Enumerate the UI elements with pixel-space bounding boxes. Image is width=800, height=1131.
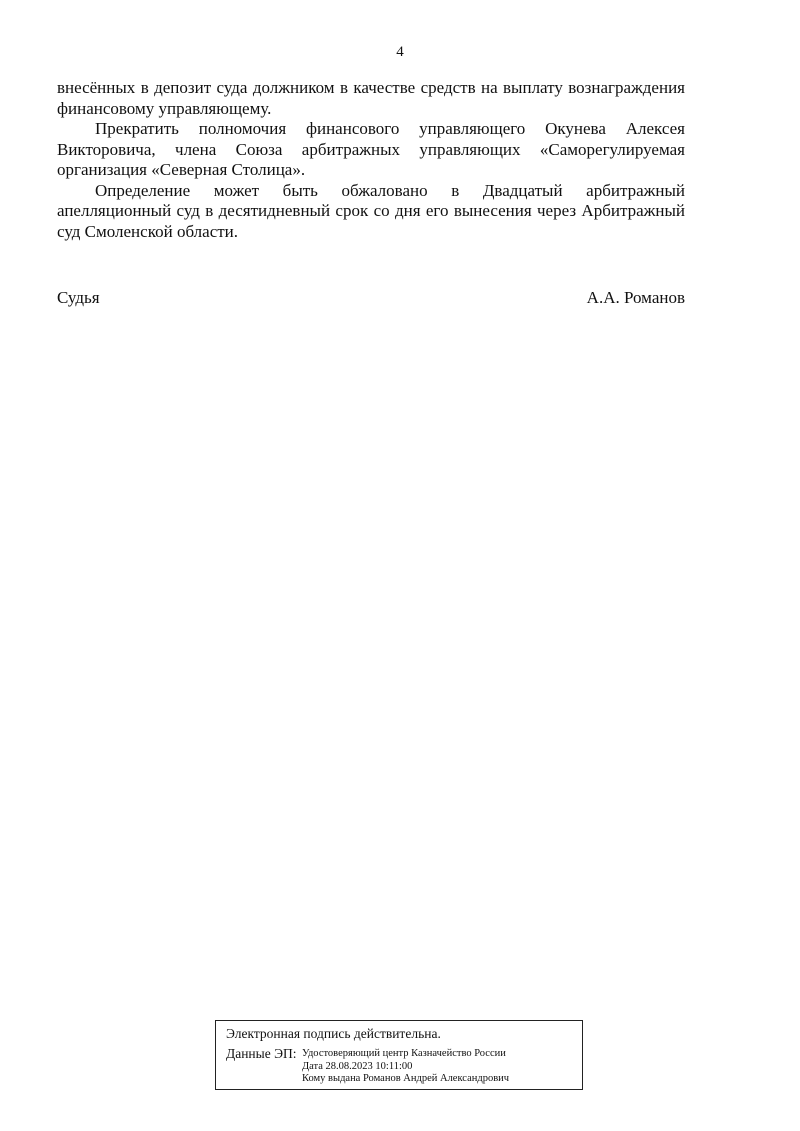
paragraph-continuation: внесённых в депозит суда должником в качестве средств на выплату вознаграждения финансовому управляющему. bbox=[57, 78, 685, 118]
certificate-holder: Кому выдана Романов Андрей Александрович bbox=[302, 1073, 510, 1084]
signature-data-label: Данные ЭП: bbox=[226, 1046, 297, 1061]
certificate-center: Удостоверяющий центр Казначейство России bbox=[302, 1048, 506, 1059]
signature-details bbox=[302, 1046, 509, 1086]
signature-data bbox=[226, 1046, 572, 1086]
electronic-signature-stamp bbox=[215, 1020, 583, 1090]
paragraph-terminate-powers: Прекратить полномочия финансового управляющего Окунева Алексея Викторовича, члена Союза арбитражных управляющих «Саморегулируемая организация «Северная Столица». bbox=[57, 119, 685, 179]
document-body bbox=[57, 78, 685, 242]
page-number: 4 bbox=[396, 44, 404, 60]
signature-date: Дата 28.08.2023 10:11:00 bbox=[302, 1060, 413, 1072]
paragraph-appeal: Определение может быть обжаловано в Двадцатый арбитражный апелляционный суд в десятидневный срок со дня его вынесения через Арбитражный суд Смоленской области. bbox=[57, 180, 685, 241]
signatory-name: А.А. Романов bbox=[586, 288, 685, 307]
signature-block bbox=[57, 288, 685, 308]
signatory-role: Судья bbox=[57, 288, 100, 307]
signature-status: Электронная подпись действительна. bbox=[226, 1026, 441, 1041]
